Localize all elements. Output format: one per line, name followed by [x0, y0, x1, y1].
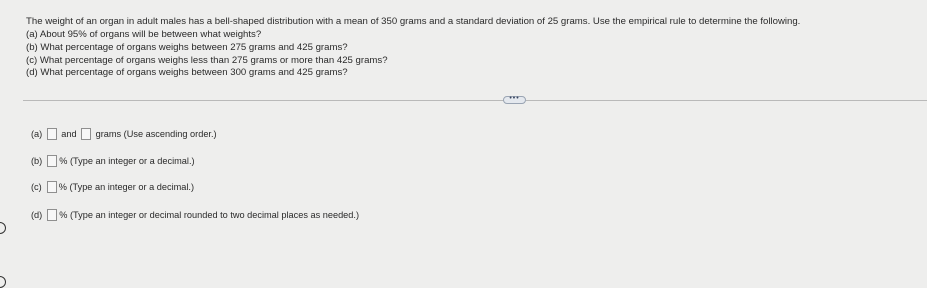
question-part-a: (a) About 95% of organs will be between what weights? — [26, 29, 262, 40]
and-label: and — [61, 129, 77, 139]
answer-input-b[interactable] — [47, 155, 57, 167]
question-part-b: (b) What percentage of organs weighs between 275 grams and 425 grams? — [26, 42, 348, 53]
divider — [23, 100, 504, 101]
answer-hint: % (Type an integer or a decimal.) — [59, 156, 195, 166]
answer-row-d — [31, 208, 359, 222]
answer-row-c — [31, 180, 194, 194]
answer-tag: (a) — [31, 129, 43, 139]
answer-input-c[interactable] — [47, 181, 57, 193]
question-part-c: (c) What percentage of organs weighs less than 275 grams or more than 425 grams? — [26, 55, 388, 66]
answer-row-b — [31, 154, 195, 168]
answer-input-a-lower[interactable] — [47, 128, 57, 140]
question-stem: The weight of an organ in adult males has a bell-shaped distribution with a mean of 350 grams and a standard deviation of 25 grams. Use the empirical rule to determine the following. — [26, 16, 801, 27]
edge-arc-icon — [0, 276, 6, 288]
divider — [526, 100, 927, 101]
answer-input-a-upper[interactable] — [81, 128, 91, 140]
show-more-button[interactable]: ••• — [503, 96, 526, 104]
answer-tag: (b) — [31, 156, 43, 166]
answer-tag: (c) — [31, 182, 42, 192]
answer-row-a — [31, 127, 217, 141]
answer-hint: grams (Use ascending order.) — [95, 129, 217, 139]
answer-tag: (d) — [31, 210, 43, 220]
edge-arc-icon — [0, 222, 6, 234]
answer-hint: % (Type an integer or decimal rounded to two decimal places as needed.) — [59, 210, 360, 220]
answer-input-d[interactable] — [47, 209, 57, 221]
question-part-d: (d) What percentage of organs weighs between 300 grams and 425 grams? — [26, 67, 348, 78]
answer-hint: % (Type an integer or a decimal.) — [58, 182, 195, 192]
